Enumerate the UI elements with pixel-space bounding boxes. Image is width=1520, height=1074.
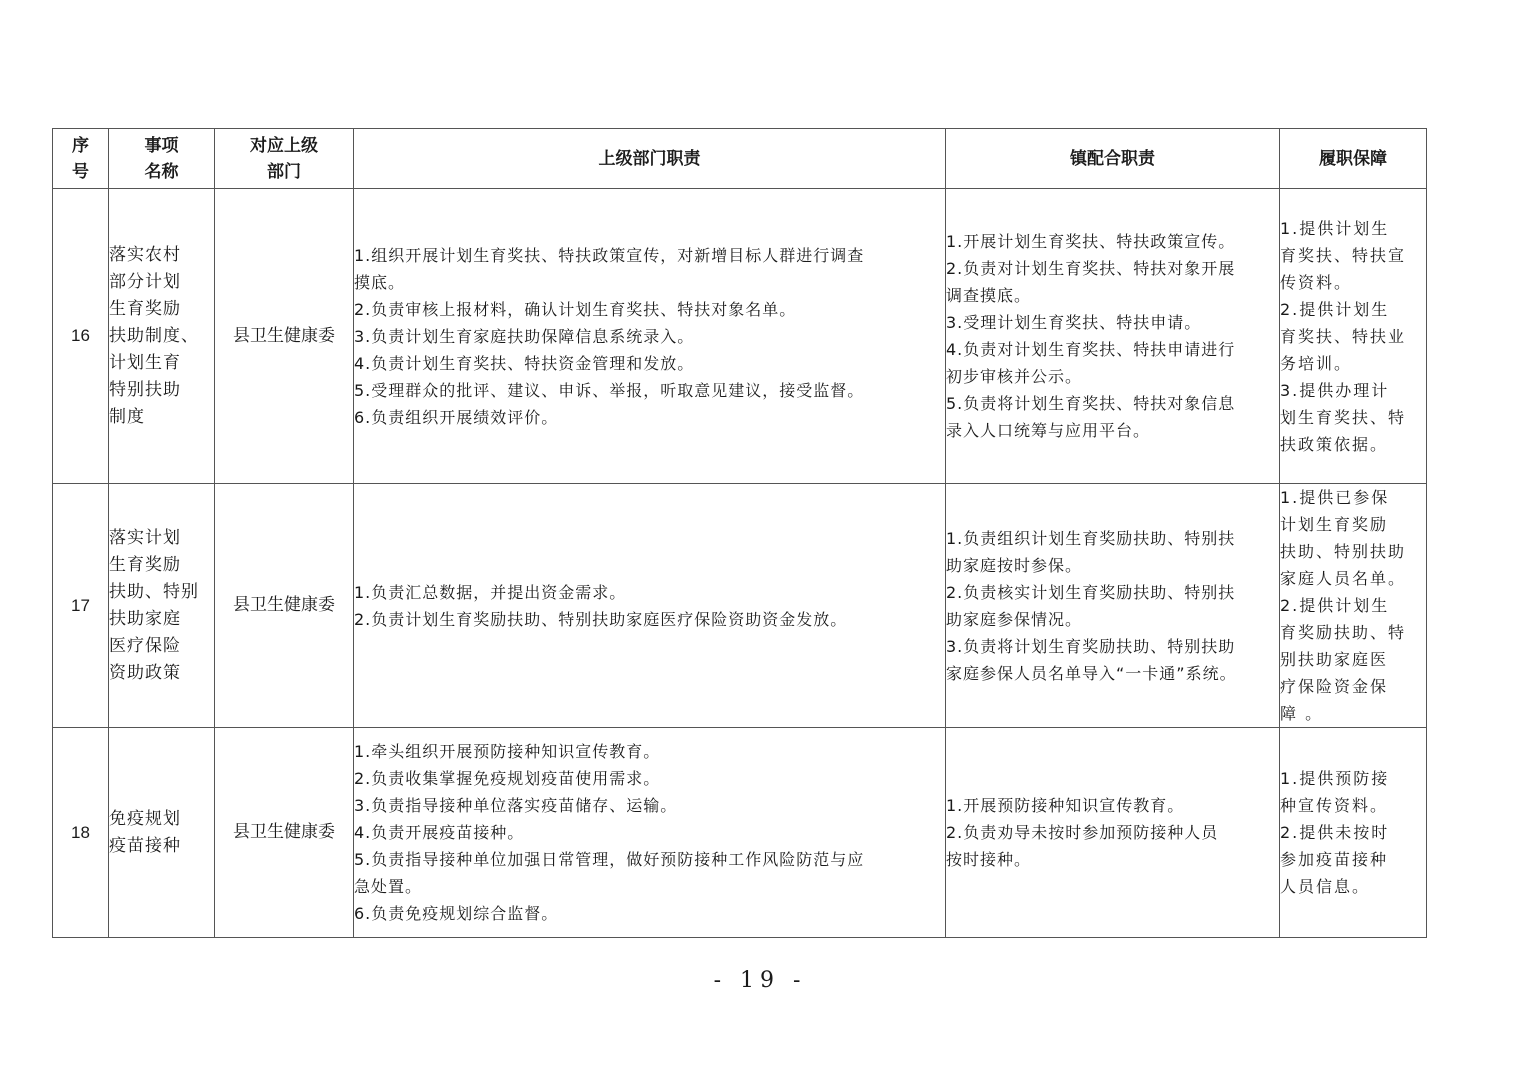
- page-number: - 19 -: [713, 968, 807, 993]
- upper-dept: 县卫生健康委: [215, 728, 354, 938]
- table-row: [53, 484, 1427, 728]
- upper-duties: 1.负责汇总数据，并提出资金需求。 2.负责计划生育奖励扶助、特别扶助家庭医疗保险资助资金发放。: [354, 484, 946, 728]
- item-name: 落实计划 生育奖励 扶助、特别 扶助家庭 医疗保险 资助政策: [109, 484, 215, 728]
- upper-duties: 1.牵头组织开展预防接种知识宣传教育。 2.负责收集掌握免疫规划疫苗使用需求。 3.负责指导接种单位落实疫苗储存、运输。 4.负责开展疫苗接种。 5.负责指导接种单位加强日常管理，做好预防接种工作风险防范与应 急处置。 6.负责免疫规划综合监督。: [354, 728, 946, 938]
- table-header-row: [53, 129, 1427, 189]
- upper-duties: 1.组织开展计划生育奖扶、特扶政策宣传，对新增目标人群进行调查 摸底。 2.负责审核上报材料，确认计划生育奖扶、特扶对象名单。 3.负责计划生育家庭扶助保障信息系统录入。 4.负责计划生育奖扶、特扶资金管理和发放。 5.受理群众的批评、建议、申诉、举报，听取意见建议，接受监督。 6.负责组织开展绩效评价。: [354, 189, 946, 484]
- row-index: 17: [53, 484, 109, 728]
- guarantee: 1.提供计划生 育奖扶、特扶宣 传资料。 2.提供计划生 育奖扶、特扶业 务培训。 3.提供办理计 划生育奖扶、特 扶政策依据。: [1280, 189, 1427, 484]
- upper-dept: 县卫生健康委: [215, 189, 354, 484]
- item-name: 免疫规划 疫苗接种: [109, 728, 215, 938]
- guarantee: 1.提供已参保 计划生育奖励 扶助、特别扶助 家庭人员名单。 2.提供计划生 育奖励扶助、特 别扶助家庭医 疗保险资金保 障 。: [1280, 484, 1427, 728]
- header-item-name: 事项 名称: [109, 129, 215, 189]
- header-upper-duties: 上级部门职责: [354, 129, 946, 189]
- header-town-duties: 镇配合职责: [946, 129, 1280, 189]
- row-index: 18: [53, 728, 109, 938]
- table-row: [53, 189, 1427, 484]
- table-row: [53, 728, 1427, 938]
- town-duties: 1.开展计划生育奖扶、特扶政策宣传。 2.负责对计划生育奖扶、特扶对象开展 调查摸底。 3.受理计划生育奖扶、特扶申请。 4.负责对计划生育奖扶、特扶申请进行 初步审核并公示。 5.负责将计划生育奖扶、特扶对象信息 录入人口统筹与应用平台。: [946, 189, 1280, 484]
- upper-dept: 县卫生健康委: [215, 484, 354, 728]
- duty-table: [52, 128, 1427, 938]
- town-duties: 1.开展预防接种知识宣传教育。 2.负责劝导未按时参加预防接种人员 按时接种。: [946, 728, 1280, 938]
- item-name: 落实农村 部分计划 生育奖励 扶助制度、 计划生育 特别扶助 制度: [109, 189, 215, 484]
- town-duties: 1.负责组织计划生育奖励扶助、特别扶 助家庭按时参保。 2.负责核实计划生育奖励扶助、特别扶 助家庭参保情况。 3.负责将计划生育奖励扶助、特别扶助 家庭参保人员名单导入“一卡通”系统。: [946, 484, 1280, 728]
- header-upper-dept: 对应上级 部门: [215, 129, 354, 189]
- header-guarantee: 履职保障: [1280, 129, 1427, 189]
- row-index: 16: [53, 189, 109, 484]
- guarantee: 1.提供预防接 种宣传资料。 2.提供未按时 参加疫苗接种 人员信息。: [1280, 728, 1427, 938]
- header-index: 序 号: [53, 129, 109, 189]
